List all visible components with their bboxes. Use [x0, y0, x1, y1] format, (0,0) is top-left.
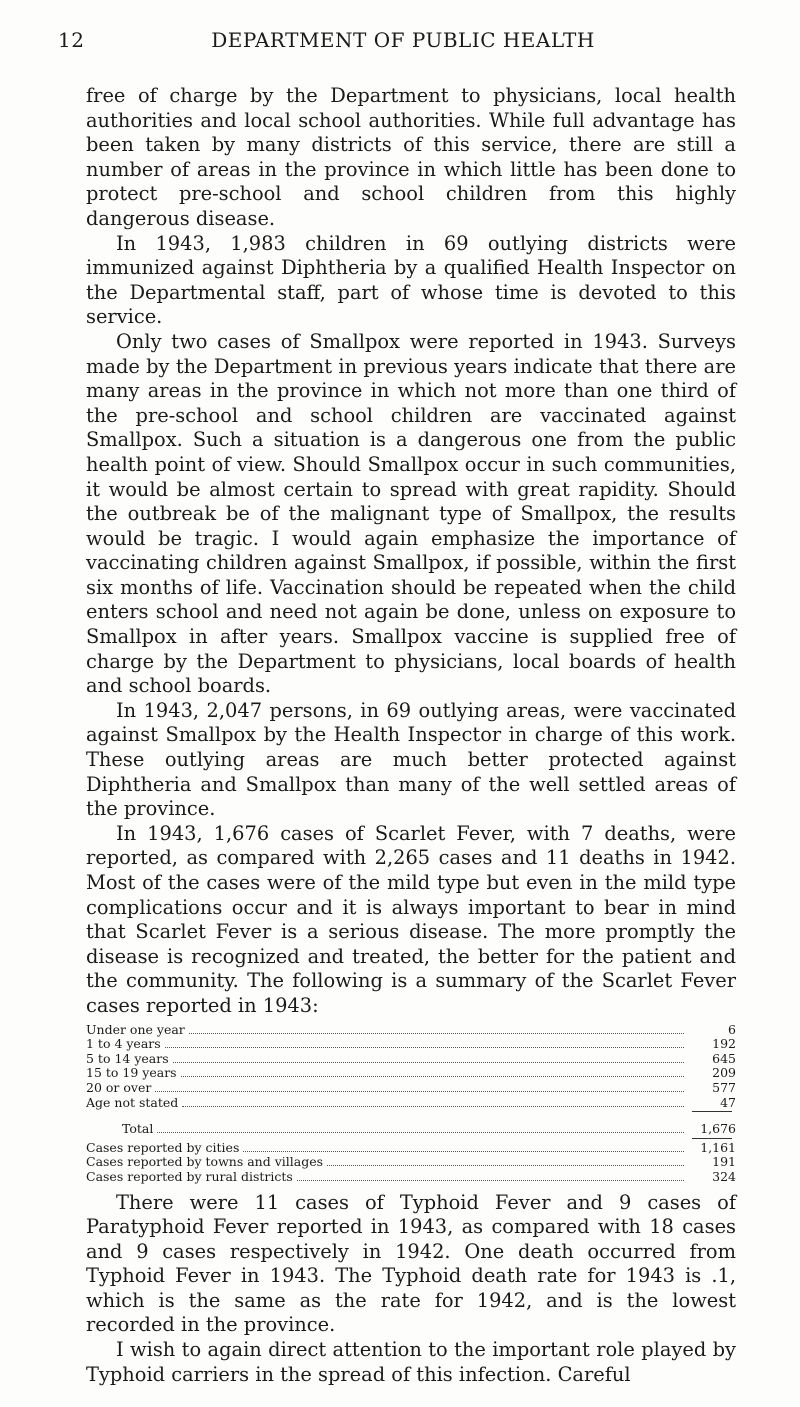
table-row	[86, 1023, 736, 1038]
leader-dots	[173, 1062, 684, 1063]
row-value: 645	[712, 1050, 736, 1066]
paragraph: I wish to again direct attention to the important role played by Typhoid carriers in the spread of this infection. Careful	[86, 1338, 736, 1386]
row-value: 209	[712, 1065, 736, 1081]
row-label: Under one year	[86, 1021, 185, 1037]
row-label: 1 to 4 years	[86, 1036, 161, 1052]
table-row	[86, 1096, 736, 1111]
table-row	[86, 1066, 736, 1081]
row-value: 192	[712, 1036, 736, 1052]
paragraph: In 1943, 1,983 children in 69 outlying districts were immunized against Diphtheria by a qualified Health Inspector on the Departmental staff, part of whose time is devoted to this service.	[86, 231, 736, 329]
row-label: 15 to 19 years	[86, 1065, 177, 1081]
total-row	[86, 1122, 736, 1137]
row-value: 324	[712, 1168, 736, 1184]
page-header	[58, 28, 748, 56]
leader-dots	[181, 1076, 684, 1077]
table-row	[86, 1141, 736, 1156]
scarlet-fever-summary-table	[86, 1023, 736, 1185]
total-value: 1,676	[700, 1121, 736, 1137]
leader-dots	[189, 1033, 684, 1034]
row-value: 1,161	[700, 1139, 736, 1155]
leader-dots	[165, 1047, 684, 1048]
row-label: Age not stated	[86, 1094, 179, 1110]
row-label: Cases reported by cities	[86, 1139, 240, 1155]
leader-dots	[327, 1165, 684, 1166]
leader-dots	[182, 1106, 684, 1107]
paragraph: Only two cases of Smallpox were reported in 1943. Surveys made by the Department in previous years indicate that there are many areas in the province in which not more than one third of the pre-school and school children are vaccinated against Smallpox. Such a situation is a dangerous one from the public health point of view. Should Smallpox occur in such communities, it would be almost certain to spread with great rapidity. Should the outbreak be of the malignant type of Smallpox, the results would be tragic. I would again emphasize the importance of vaccinating children against Smallpox, if possible, within the first six months of life. Vaccination should be repeated when the child enters school and need not again be done, unless on exposure to Smallpox in after years. Smallpox vaccine is supplied free of charge by the Department to physicians, local boards of health and school boards.	[86, 329, 736, 698]
row-label: Cases reported by rural districts	[86, 1168, 293, 1184]
row-label: Cases reported by towns and villages	[86, 1154, 324, 1170]
leader-dots	[155, 1091, 684, 1092]
table-row	[86, 1155, 736, 1170]
page-body	[86, 84, 736, 1387]
table-row	[86, 1081, 736, 1096]
leader-dots	[297, 1180, 684, 1181]
row-value: 191	[712, 1154, 736, 1170]
running-head: DEPARTMENT OF PUBLIC HEALTH	[211, 28, 595, 52]
table-row	[86, 1052, 736, 1067]
paragraph: There were 11 cases of Typhoid Fever and 9 cases of Paratyphoid Fever reported in 1943, as compared with 18 cases and 9 cases respectively in 1942. One death occurred from Typhoid Fever in 1943. The Typhoid death rate for 1943 is .1, which is the same as the rate for 1942, and is the lowest recorded in the province.	[86, 1190, 736, 1337]
table-row	[86, 1037, 736, 1052]
row-label: 20 or over	[86, 1079, 152, 1095]
page-number: 12	[58, 28, 85, 52]
leader-dots	[157, 1132, 684, 1133]
row-value: 577	[712, 1079, 736, 1095]
paragraph: In 1943, 1,676 cases of Scarlet Fever, with 7 deaths, were reported, as compared with 2,265 cases and 11 deaths in 1942. Most of the cases were of the mild type but even in the mild type complications occur and it is always important to bear in mind that Scarlet Fever is a serious disease. The more promptly the disease is recognized and treated, the better for the patient and the community. The following is a summary of the Scarlet Fever cases reported in 1943:	[86, 821, 736, 1017]
total-label: Total	[122, 1121, 154, 1137]
leader-dots	[243, 1151, 684, 1152]
sum-rule	[86, 1110, 736, 1114]
row-label: 5 to 14 years	[86, 1050, 169, 1066]
table-row	[86, 1170, 736, 1185]
row-value: 47	[720, 1094, 736, 1110]
paragraph: In 1943, 2,047 persons, in 69 outlying areas, were vaccinated against Smallpox by the Health Inspector in charge of this work. These outlying areas are much better protected against Diphtheria and Smallpox than many of the well settled areas of the province.	[86, 698, 736, 821]
paragraph: free of charge by the Department to physicians, local health authorities and local school authorities. While full advantage has been taken by many districts of this service, there are still a number of areas in the province in which little has been done to protect pre-school and school children from this highly dangerous disease.	[86, 84, 736, 230]
row-value: 6	[728, 1021, 736, 1037]
